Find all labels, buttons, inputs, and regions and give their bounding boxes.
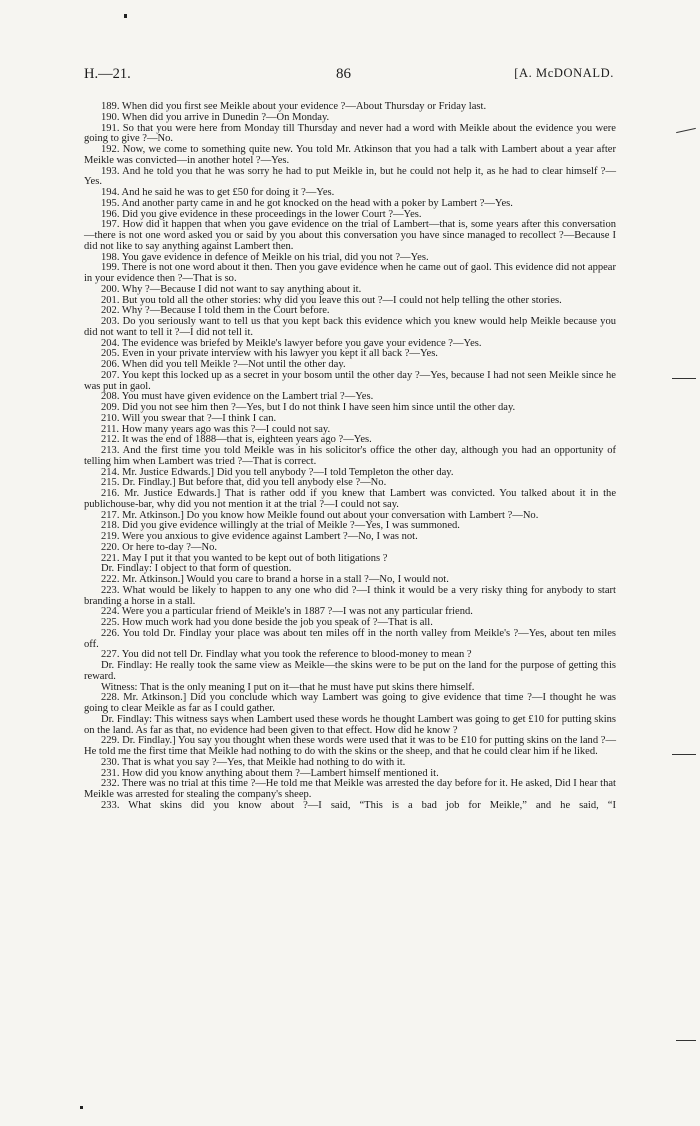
paragraph: 212. It was the end of 1888—that is, eighteen years ago ?—Yes. — [101, 434, 372, 446]
paragraph: 224. Were you a particular friend of Meikle's in 1887 ?—I was not any particular friend. — [101, 606, 473, 618]
paragraph: 228. Mr. Atkinson.] Did you conclude which way Lambert was going to give evidence that time ?—I thought he was going to clear Meikle as far as I could gather. — [84, 692, 616, 714]
paragraph: Witness: That is the only meaning I put on it—that he must have put skins there himself. — [101, 681, 475, 693]
paragraph: 211. How many years ago was this ?—I could not say. — [101, 423, 331, 435]
paragraph: 227. You did not tell Dr. Findlay what you took the reference to blood-money to mean ? — [101, 649, 472, 661]
paragraph: 195. And another party came in and he got knocked on the head with a poker by Lambert ?—Yes. — [101, 197, 513, 209]
paragraph: 233. What skins did you know about ?—I said, “This is a bad job for Meikle,” and he said, “I — [101, 799, 616, 811]
paragraph: 220. Or here to-day ?—No. — [101, 541, 217, 553]
transcript-body — [84, 102, 616, 812]
paragraph: Dr. Findlay: He really took the same view as Meikle—the skins were to be put on the land for the purpose of getting this reward. — [84, 660, 616, 682]
paragraph: 213. And the first time you told Meikle was in his solicitor's office the other day, although you had an opportunity of telling him when Lambert was tried ?—That is correct. — [84, 445, 616, 467]
paragraph: 189. When did you first see Meikle about your evidence ?—About Thursday or Friday last. — [101, 101, 487, 112]
paragraph: 192. Now, we come to something quite new. You told Mr. Atkinson that you had a talk with Lambert about a year after Meikle was convicted—in another hotel ?—Yes. — [84, 144, 616, 166]
paragraph: 209. Did you not see him then ?—Yes, but I do not think I have seen him since until the other day. — [101, 402, 516, 413]
paragraph: Dr. Findlay: This witness says when Lambert used these words he thought Lambert was going to get £10 for putting skins on the land. As far as that, no evidence had been given to that effect. How did he know ? — [84, 713, 616, 736]
paragraph: 210. Will you swear that ?—I think I can. — [101, 412, 277, 424]
paragraph: 231. How did you know anything about them ?—Lambert himself mentioned it. — [101, 767, 439, 779]
paragraph: 219. Were you anxious to give evidence against Lambert ?—No, I was not. — [101, 531, 418, 542]
paragraph: 232. There was no trial at this time ?—He told me that Meikle was arrested the day before for it. He asked, Did I hear that Meikle was arrested for stealing the company's sheep. — [84, 778, 616, 800]
print-mark — [80, 1106, 83, 1109]
margin-mark — [672, 378, 696, 379]
paragraph: 202. Why ?—Because I told them in the Court before. — [101, 305, 330, 317]
paragraph: 225. How much work had you done beside the job you speak of ?—That is all. — [101, 617, 433, 628]
paragraph: 226. You told Dr. Findlay your place was about ten miles off in the north valley from Meikle's ?—Yes, about ten miles off. — [84, 627, 616, 650]
paragraph: 190. When did you arrive in Dunedin ?—On Monday. — [101, 111, 330, 123]
document-reference: H.—21. — [84, 66, 131, 82]
paragraph: 230. That is what you say ?—Yes, that Meikle had nothing to do with it. — [101, 756, 406, 768]
paragraph: 197. How did it happen that when you gave evidence on the trial of Lambert—that is, some years after this conversation—there is not one word asked you or said by you about this conversation you have since managed to recollect ?—Because I did not like to say anything against Lambert then. — [84, 219, 616, 252]
paragraph: 214. Mr. Justice Edwards.] Did you tell anybody ?—I told Templeton the other day. — [101, 466, 454, 478]
paragraph: 199. There is not one word about it then. Then you gave evidence when he came out of gaol. This evidence did not appear in your evidence then ?—That is so. — [84, 262, 616, 284]
paragraph: 221. May I put it that you wanted to be kept out of both litigations ? — [101, 552, 388, 564]
paragraph: 204. The evidence was briefed by Meikle's lawyer before you gave your evidence ?—Yes. — [101, 337, 482, 349]
paragraph: 223. What would be likely to happen to any one who did ?—I think it would be a very risky thing for anybody to start branding a horse in a stall. — [84, 584, 616, 607]
paragraph: 229. Dr. Findlay.] You say you thought when these words were used that it was to be £10 for putting skins on the land ?—He told me the first time that Meikle had nothing to do with the skins or the sheep, and that he could clear him if he liked. — [84, 735, 616, 757]
margin-mark — [672, 754, 696, 755]
paragraph: 208. You must have given evidence on the Lambert trial ?—Yes. — [101, 391, 374, 403]
paragraph: 191. So that you were here from Monday till Thursday and never had a word with Meikle about the evidence you were going to give ?—No. — [84, 122, 616, 145]
paragraph: 193. And he told you that he was sorry he had to put Meikle in, but he could not help it, as he had to clear himself ?—Yes. — [84, 165, 616, 188]
paragraph: 218. Did you give evidence willingly at the trial of Meikle ?—Yes, I was summoned. — [101, 520, 460, 532]
paragraph: 200. Why ?—Because I did not want to say anything about it. — [101, 283, 362, 295]
paragraph: Dr. Findlay: I object to that form of question. — [101, 563, 292, 575]
page-number: 86 — [336, 66, 351, 82]
paragraph: 207. You kept this locked up as a secret in your bosom until the other day ?—Yes, because I had not seen Meikle since he was put in gaol. — [84, 369, 616, 392]
witness-name: [A. McDONALD. — [514, 66, 614, 80]
paragraph: 203. Do you seriously want to tell us that you kept back this evidence which you knew would help Meikle because you did not want to tell it ?—I did not tell it. — [84, 316, 616, 338]
margin-mark — [676, 128, 696, 133]
paragraph: 194. And he said he was to get £50 for doing it ?—Yes. — [101, 187, 335, 198]
paragraph: 196. Did you give evidence in these proceedings in the lower Court ?—Yes. — [101, 208, 422, 220]
paragraph: 206. When did you tell Meikle ?—Not until the other day. — [101, 359, 346, 370]
page-header — [84, 66, 614, 90]
paragraph: 198. You gave evidence in defence of Meikle on his trial, did you not ?—Yes. — [101, 251, 429, 263]
print-mark — [124, 14, 127, 18]
paragraph: 216. Mr. Justice Edwards.] That is rather odd if you knew that Lambert was convicted. You talked about it in the publichouse-bar, why did you not mention it at the trial ?—I could not say. — [84, 488, 616, 510]
paragraph: 205. Even in your private interview with his lawyer you kept it all back ?—Yes. — [101, 348, 438, 360]
paragraph: 215. Dr. Findlay.] But before that, did you tell anybody else ?—No. — [101, 477, 387, 489]
margin-mark — [676, 1040, 696, 1041]
paragraph: 222. Mr. Atkinson.] Would you care to brand a horse in a stall ?—No, I would not. — [101, 574, 449, 585]
paragraph: 217. Mr. Atkinson.] Do you know how Meikle found out about your conversation with Lambert ?—No. — [101, 509, 539, 521]
paragraph: 201. But you told all the other stories: why did you leave this out ?—I could not help telling the other stories. — [101, 294, 562, 306]
